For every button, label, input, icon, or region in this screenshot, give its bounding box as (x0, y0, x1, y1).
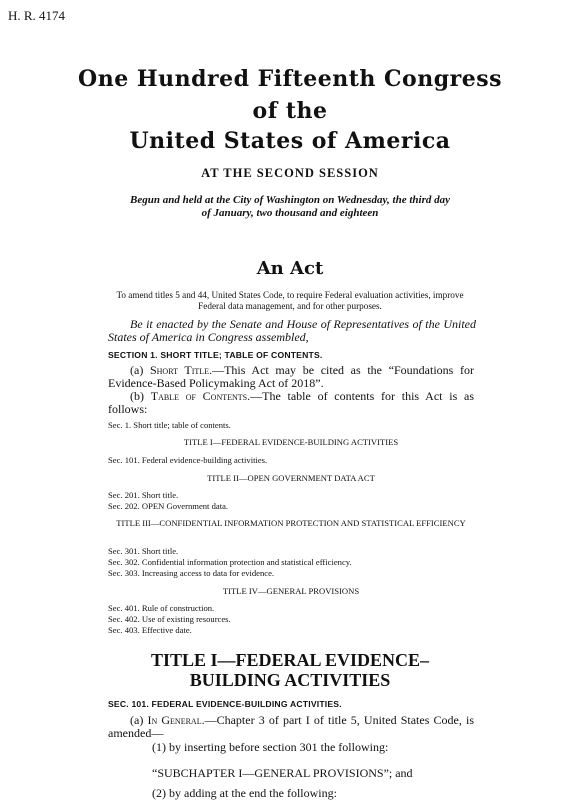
title-i-line-1: TITLE I—FEDERAL EVIDENCE– (150, 650, 430, 670)
section-101-a-prefix: (a) (130, 713, 148, 727)
toc-entry: Sec. 303. Increasing access to data for evidence. (108, 568, 275, 578)
enacting-clause: Be it enacted by the Senate and House of Representatives of the United States of America in Congress assembled, (108, 317, 476, 344)
section-1-a-caption: Short Title (149, 363, 210, 377)
title-i-line-2: BUILDING ACTIVITIES (189, 670, 391, 690)
toc-entry: Sec. 401. Rule of construction. (108, 603, 215, 613)
toc-title: TITLE I—FEDERAL EVIDENCE-BUILDING ACTIVITIES (183, 437, 399, 447)
subchapter-heading: “SUBCHAPTER I—GENERAL PROVISIONS”; and (152, 766, 413, 780)
congress-line-3: United States of America (129, 128, 451, 154)
section-101-item-1: (1) by inserting before section 301 the following: (152, 740, 389, 754)
toc-entry: Sec. 202. OPEN Government data. (108, 501, 229, 511)
bill-number: H. R. 4174 (8, 8, 66, 23)
section-1-b-caption: Table of Contents (150, 389, 248, 403)
toc-entry: Sec. 101. Federal evidence-building activities. (108, 455, 268, 465)
act-purpose: To amend titles 5 and 44, United States Code, to require Federal evaluation activities, improve Federal data management, and for other purposes. (116, 290, 464, 311)
session-heading: AT THE SECOND SESSION (201, 166, 379, 180)
begun-statement: Begun and held at the City of Washington on Wednesday, the third day of January, two thousand and eighteen (130, 194, 450, 219)
toc-entry: Sec. 301. Short title. (108, 546, 179, 556)
congress-line-1: One Hundred Fifteenth Congress (78, 66, 502, 92)
section-1-a (108, 364, 474, 389)
section-101-item-2: (2) by adding at the end the following: (152, 786, 337, 800)
section-101-a-caption: In General (147, 713, 202, 727)
section-101-a-text: .—Chapter 3 of part I of title 5, United States Code, is amended— (108, 713, 474, 740)
toc-title: TITLE III—CONFIDENTIAL INFORMATION PROTECTION AND STATISTICAL EFFICIENCY (116, 518, 466, 528)
section-1-a-text: .—This Act may be cited as the “Foundations for Evidence-Based Policymaking Act of 2018”. (108, 363, 474, 390)
toc-entry: Sec. 201. Short title. (108, 490, 179, 500)
section-1-b-text: .—The table of contents for this Act is as follows: (108, 389, 474, 416)
toc-title: TITLE IV—GENERAL PROVISIONS (222, 586, 360, 596)
act-heading: An Act (256, 258, 324, 279)
toc-entry: Sec. 302. Confidential information protection and statistical efficiency. (108, 557, 352, 567)
toc-entry: Sec. 403. Effective date. (108, 625, 192, 635)
section-101-a (108, 714, 474, 739)
toc-title: TITLE II—OPEN GOVERNMENT DATA ACT (207, 473, 375, 483)
section-1-heading: SECTION 1. SHORT TITLE; TABLE OF CONTENTS. (108, 350, 323, 360)
section-1-b-prefix: (b) (130, 389, 151, 403)
congress-line-2: of the (252, 98, 328, 124)
section-101-heading: SEC. 101. FEDERAL EVIDENCE-BUILDING ACTIVITIES. (108, 699, 342, 709)
title-i-heading (0, 650, 580, 690)
section-1-b (108, 390, 474, 415)
toc-entry: Sec. 1. Short title; table of contents. (108, 420, 231, 430)
section-1-a-prefix: (a) (130, 363, 150, 377)
toc-entry: Sec. 402. Use of existing resources. (108, 614, 231, 624)
